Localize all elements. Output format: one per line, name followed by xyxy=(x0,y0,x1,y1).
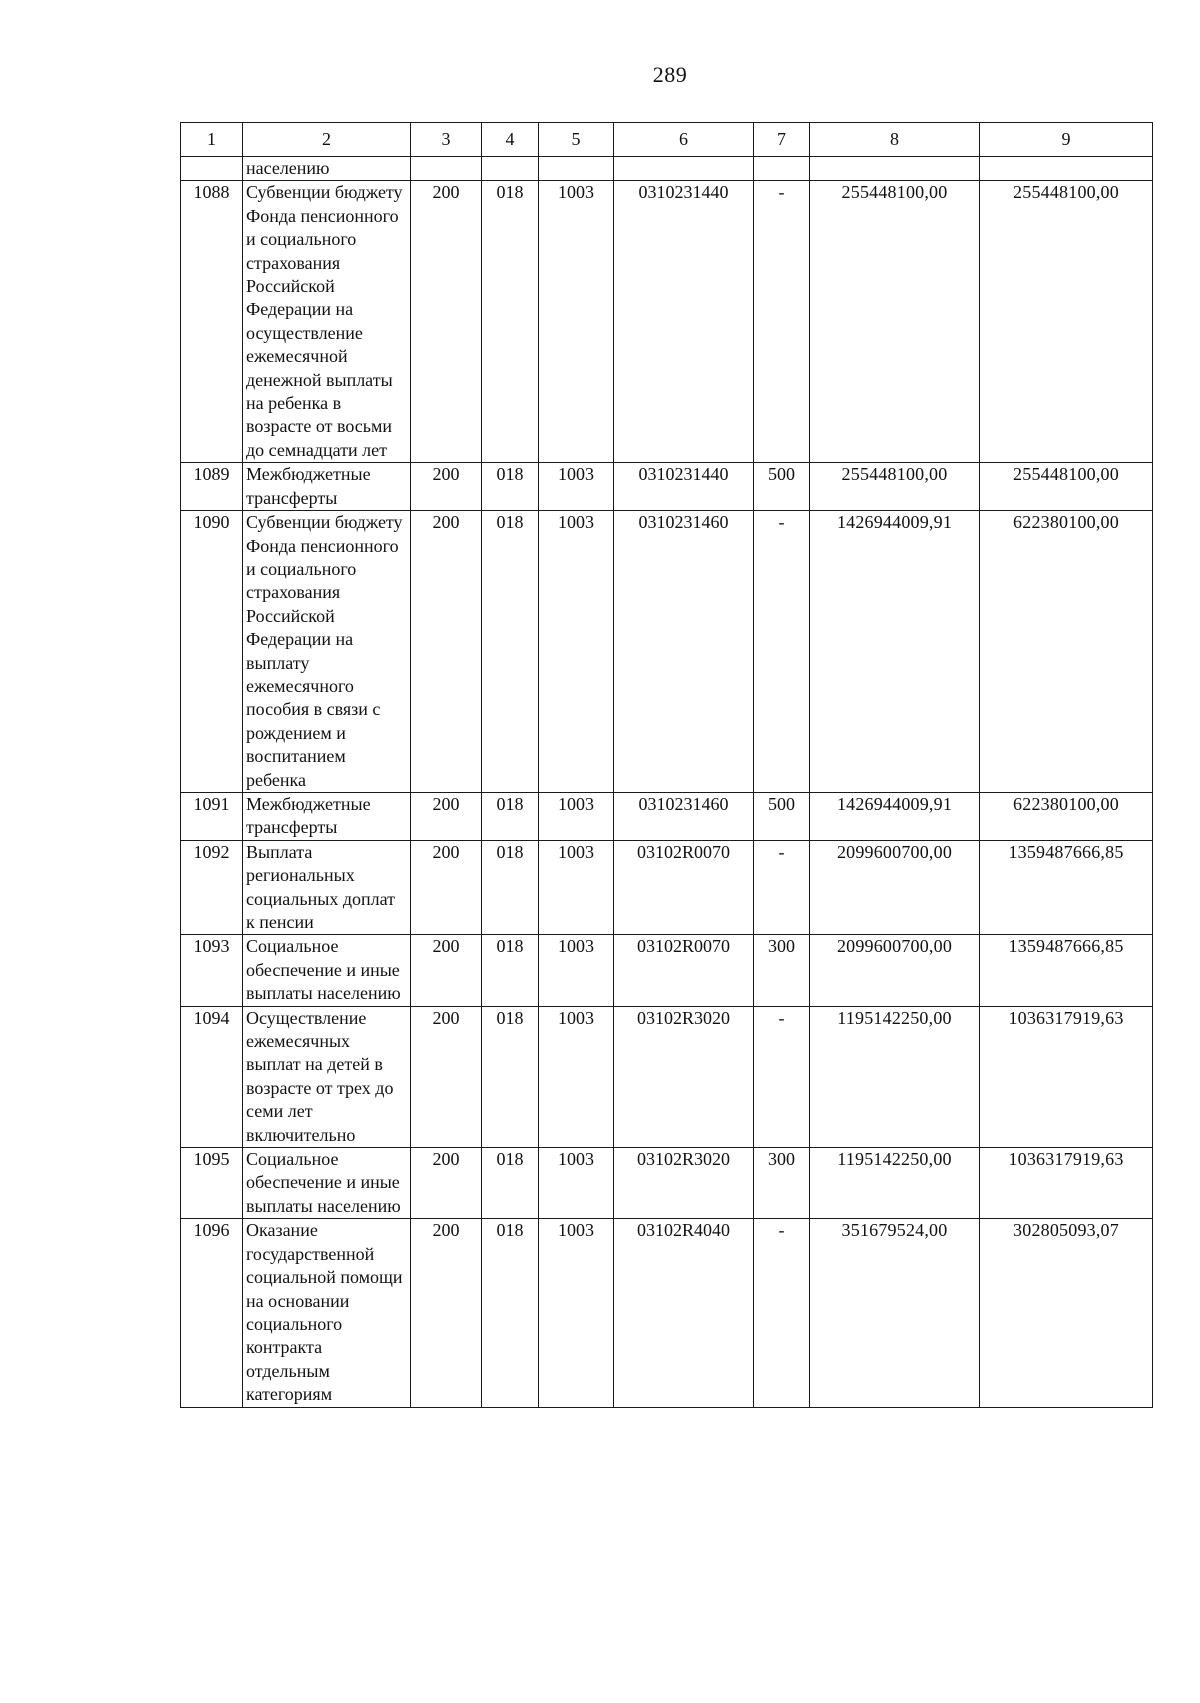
ministry-code: 200 xyxy=(411,463,482,511)
section-code: 1003 xyxy=(539,1006,614,1147)
table-row xyxy=(181,1006,1153,1147)
column-header-1: 1 xyxy=(181,123,243,157)
amount-col8 xyxy=(810,157,980,181)
amount-col9: 255448100,00 xyxy=(980,463,1153,511)
expense-name: Субвенции бюджету Фонда пенсионного и социального страхования Российской Федерации на осуществление ежемесячной денежной выплаты на ребенка в возрасте от восьми до семнадцати лет xyxy=(243,181,411,463)
ministry-code: 200 xyxy=(411,792,482,840)
subsection-code: 018 xyxy=(482,463,539,511)
expense-type: 500 xyxy=(754,463,810,511)
subsection-code: 018 xyxy=(482,511,539,793)
subsection-code: 018 xyxy=(482,181,539,463)
expense-type: - xyxy=(754,1006,810,1147)
expense-name: Социальное обеспечение и иные выплаты населению xyxy=(243,935,411,1006)
amount-col9: 302805093,07 xyxy=(980,1219,1153,1407)
amount-col8: 1426944009,91 xyxy=(810,792,980,840)
expense-type: - xyxy=(754,511,810,793)
expense-name: Выплата региональных социальных доплат к пенсии xyxy=(243,840,411,935)
table-row xyxy=(181,1219,1153,1407)
section-code xyxy=(539,157,614,181)
target-article xyxy=(614,157,754,181)
amount-col8: 1426944009,91 xyxy=(810,511,980,793)
section-code: 1003 xyxy=(539,181,614,463)
amount-col9: 622380100,00 xyxy=(980,792,1153,840)
expense-type: 500 xyxy=(754,792,810,840)
amount-col8: 255448100,00 xyxy=(810,181,980,463)
expense-name: населению xyxy=(243,157,411,181)
section-code: 1003 xyxy=(539,792,614,840)
expense-name: Межбюджетные трансферты xyxy=(243,792,411,840)
subsection-code: 018 xyxy=(482,1219,539,1407)
row-number: 1089 xyxy=(181,463,243,511)
subsection-code: 018 xyxy=(482,935,539,1006)
amount-col8: 2099600700,00 xyxy=(810,840,980,935)
section-code: 1003 xyxy=(539,1148,614,1219)
table-row xyxy=(181,792,1153,840)
expense-type: 300 xyxy=(754,935,810,1006)
subsection-code: 018 xyxy=(482,840,539,935)
target-article: 03102R3020 xyxy=(614,1148,754,1219)
target-article: 0310231440 xyxy=(614,181,754,463)
page-number: 289 xyxy=(652,62,688,87)
amount-col8: 2099600700,00 xyxy=(810,935,980,1006)
row-number: 1088 xyxy=(181,181,243,463)
subsection-code: 018 xyxy=(482,1148,539,1219)
row-number: 1095 xyxy=(181,1148,243,1219)
expense-type: 300 xyxy=(754,1148,810,1219)
table-header xyxy=(181,123,1153,157)
ministry-code: 200 xyxy=(411,935,482,1006)
table-row xyxy=(181,463,1153,511)
expense-name: Субвенции бюджету Фонда пенсионного и социального страхования Российской Федерации на выплату ежемесячного пособия в связи с рождением и воспитанием ребенка xyxy=(243,511,411,793)
table-row xyxy=(181,1148,1153,1219)
column-header-3: 3 xyxy=(411,123,482,157)
column-header-8: 8 xyxy=(810,123,980,157)
ministry-code: 200 xyxy=(411,1219,482,1407)
subsection-code: 018 xyxy=(482,1006,539,1147)
ministry-code: 200 xyxy=(411,181,482,463)
section-code: 1003 xyxy=(539,463,614,511)
amount-col9: 1359487666,85 xyxy=(980,840,1153,935)
column-header-9: 9 xyxy=(980,123,1153,157)
expense-type: - xyxy=(754,1219,810,1407)
target-article: 03102R0070 xyxy=(614,935,754,1006)
table-row xyxy=(181,511,1153,793)
target-article: 03102R3020 xyxy=(614,1006,754,1147)
expense-type: - xyxy=(754,840,810,935)
section-code: 1003 xyxy=(539,511,614,793)
ministry-code xyxy=(411,157,482,181)
expense-name: Межбюджетные трансферты xyxy=(243,463,411,511)
target-article: 03102R4040 xyxy=(614,1219,754,1407)
expense-type: - xyxy=(754,181,810,463)
row-number: 1093 xyxy=(181,935,243,1006)
target-article: 03102R0070 xyxy=(614,840,754,935)
expense-name: Социальное обеспечение и иные выплаты населению xyxy=(243,1148,411,1219)
expense-name: Осуществление ежемесячных выплат на детей в возрасте от трех до семи лет включительно xyxy=(243,1006,411,1147)
ministry-code: 200 xyxy=(411,511,482,793)
table-row xyxy=(181,935,1153,1006)
expense-type xyxy=(754,157,810,181)
column-header-5: 5 xyxy=(539,123,614,157)
target-article: 0310231460 xyxy=(614,792,754,840)
section-code: 1003 xyxy=(539,840,614,935)
amount-col9: 1036317919,63 xyxy=(980,1148,1153,1219)
row-number: 1091 xyxy=(181,792,243,840)
row-number: 1096 xyxy=(181,1219,243,1407)
row-number: 1090 xyxy=(181,511,243,793)
ministry-code: 200 xyxy=(411,1148,482,1219)
table-row-continued xyxy=(181,157,1153,181)
row-number: 1094 xyxy=(181,1006,243,1147)
row-number xyxy=(181,157,243,181)
column-header-2: 2 xyxy=(243,123,411,157)
table-row xyxy=(181,181,1153,463)
section-code: 1003 xyxy=(539,935,614,1006)
ministry-code: 200 xyxy=(411,1006,482,1147)
amount-col8: 255448100,00 xyxy=(810,463,980,511)
amount-col9: 255448100,00 xyxy=(980,181,1153,463)
column-header-6: 6 xyxy=(614,123,754,157)
amount-col8: 1195142250,00 xyxy=(810,1006,980,1147)
section-code: 1003 xyxy=(539,1219,614,1407)
amount-col9 xyxy=(980,157,1153,181)
column-header-7: 7 xyxy=(754,123,810,157)
amount-col9: 1036317919,63 xyxy=(980,1006,1153,1147)
subsection-code xyxy=(482,157,539,181)
amount-col8: 1195142250,00 xyxy=(810,1148,980,1219)
header-row xyxy=(181,123,1153,157)
column-header-4: 4 xyxy=(482,123,539,157)
amount-col9: 1359487666,85 xyxy=(980,935,1153,1006)
expense-name: Оказание государственной социальной помощи на основании социального контракта отдельным категориям xyxy=(243,1219,411,1407)
table-body xyxy=(181,157,1153,1408)
row-number: 1092 xyxy=(181,840,243,935)
target-article: 0310231460 xyxy=(614,511,754,793)
table-row xyxy=(181,840,1153,935)
budget-table xyxy=(180,122,1153,1408)
amount-col8: 351679524,00 xyxy=(810,1219,980,1407)
subsection-code: 018 xyxy=(482,792,539,840)
ministry-code: 200 xyxy=(411,840,482,935)
target-article: 0310231440 xyxy=(614,463,754,511)
amount-col9: 622380100,00 xyxy=(980,511,1153,793)
